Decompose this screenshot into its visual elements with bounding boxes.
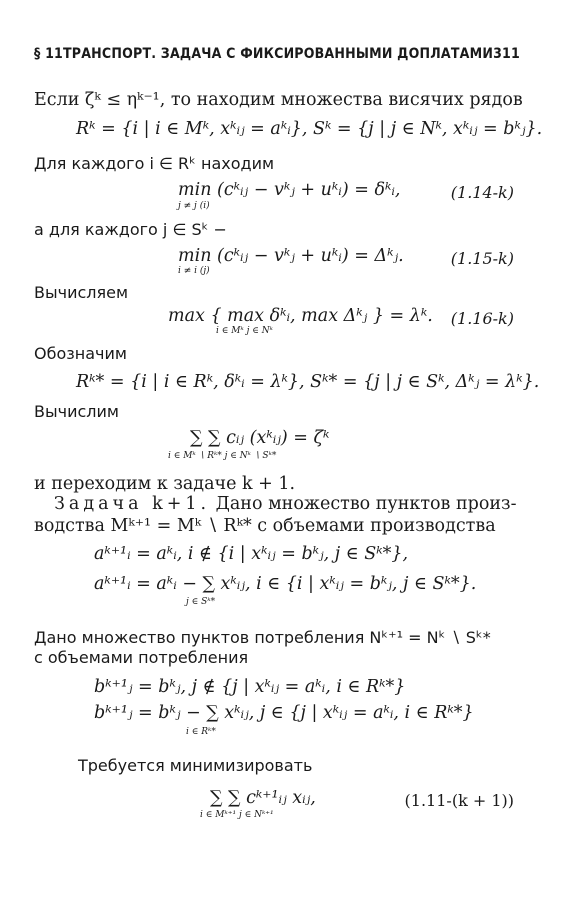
formula-line: Rᵏ = {i | i ∈ Mᵏ, xᵏᵢⱼ = aᵏᵢ}, Sᵏ = {j | j ∈ Nᵏ, xᵏᵢⱼ = bᵏⱼ}. [76, 119, 543, 139]
page-number: 311 [493, 46, 520, 62]
text-line: а для каждого j ∈ Sᵏ − [34, 220, 227, 239]
text-line: и переходим к задаче k + 1. [34, 474, 296, 494]
equation-number: (1.15-k) [450, 249, 514, 268]
formula-line: min (cᵏᵢⱼ − vᵏⱼ + uᵏᵢ) = δᵏᵢ, [178, 180, 401, 200]
formula-subscript: i ≠ i (j) [178, 266, 210, 276]
formula-subscript: i ∈ Rᵏ* [186, 727, 216, 737]
formula-subscript: i ∈ Mᵏ⁺¹ j ∈ Nᵏ⁺¹ [200, 810, 274, 820]
text-line: Вычисляем [34, 283, 129, 302]
formula-line: min (cᵏᵢⱼ − vᵏⱼ + uᵏᵢ) = Δᵏⱼ. [178, 246, 404, 266]
text-line: Для каждого i ∈ Rᵏ находим [34, 154, 275, 173]
formula-line: bᵏ⁺¹ⱼ = bᵏⱼ, j ∉ {j | xᵏᵢⱼ = aᵏᵢ, i ∈ Rᵏ*} [94, 677, 406, 697]
text-line: Если ζᵏ ≤ ηᵏ⁻¹, то находим множества висячих рядов [34, 90, 523, 110]
section-number: § 11 [34, 46, 64, 62]
task-heading: Задача k+1. [54, 494, 211, 514]
equation-number: (1.14-k) [450, 183, 514, 202]
formula-line: aᵏ⁺¹ᵢ = aᵏᵢ, i ∉ {i | xᵏᵢⱼ = bᵏⱼ, j ∈ Sᵏ*}, [94, 544, 409, 564]
formula-line: max { max δᵏᵢ, max Δᵏⱼ } = λᵏ. [168, 306, 433, 326]
formula-line: aᵏ⁺¹ᵢ = aᵏᵢ − ∑ xᵏᵢⱼ, i ∈ {i | xᵏᵢⱼ = bᵏⱼ, j ∈ Sᵏ*}. [94, 574, 477, 594]
text-line: водства Mᵏ⁺¹ = Mᵏ ∖ Rᵏ* с объемами производства [34, 516, 496, 536]
formula-line: ∑ ∑ cᵢⱼ (xᵏᵢⱼ) = ζᵏ [190, 428, 330, 448]
equation-number: (1.11-(k + 1)) [404, 791, 514, 810]
formula-subscript: i ∈ Mᵏ j ∈ Nᵏ [216, 326, 273, 336]
text-line: Дано множество пунктов потребления Nᵏ⁺¹ = Nᵏ ∖ Sᵏ* [34, 628, 491, 647]
running-header [34, 46, 520, 62]
text-line: с объемами потребления [34, 648, 249, 667]
text-line: Вычислим [34, 402, 119, 421]
equation-number: (1.16-k) [450, 309, 514, 328]
formula-subscript: i ∈ Mᵏ ∖ Rᵏ* j ∈ Nᵏ ∖ Sᵏ* [168, 451, 277, 461]
formula-line: ∑ ∑ cᵏ⁺¹ᵢⱼ xᵢⱼ, [210, 788, 316, 808]
text-line: Требуется минимизировать [78, 756, 313, 775]
task-text: Дано множество пунктов произ- [210, 494, 517, 514]
formula-subscript: j ∈ Sᵏ* [186, 597, 216, 607]
formula-line: Rᵏ* = {i | i ∈ Rᵏ, δᵏᵢ = λᵏ}, Sᵏ* = {j | j ∈ Sᵏ, Δᵏⱼ = λᵏ}. [76, 372, 540, 392]
text-line: Обозначим [34, 344, 127, 363]
formula-subscript: j ≠ j (i) [178, 201, 210, 211]
paragraph-lead [54, 494, 516, 514]
header-title: ТРАНСПОРТ. ЗАДАЧА С ФИКСИРОВАННЫМИ ДОПЛАТАМИ [63, 46, 494, 62]
formula-line: bᵏ⁺¹ⱼ = bᵏⱼ − ∑ xᵏᵢⱼ, j ∈ {j | xᵏᵢⱼ = aᵏᵢ, i ∈ Rᵏ*} [94, 703, 474, 723]
